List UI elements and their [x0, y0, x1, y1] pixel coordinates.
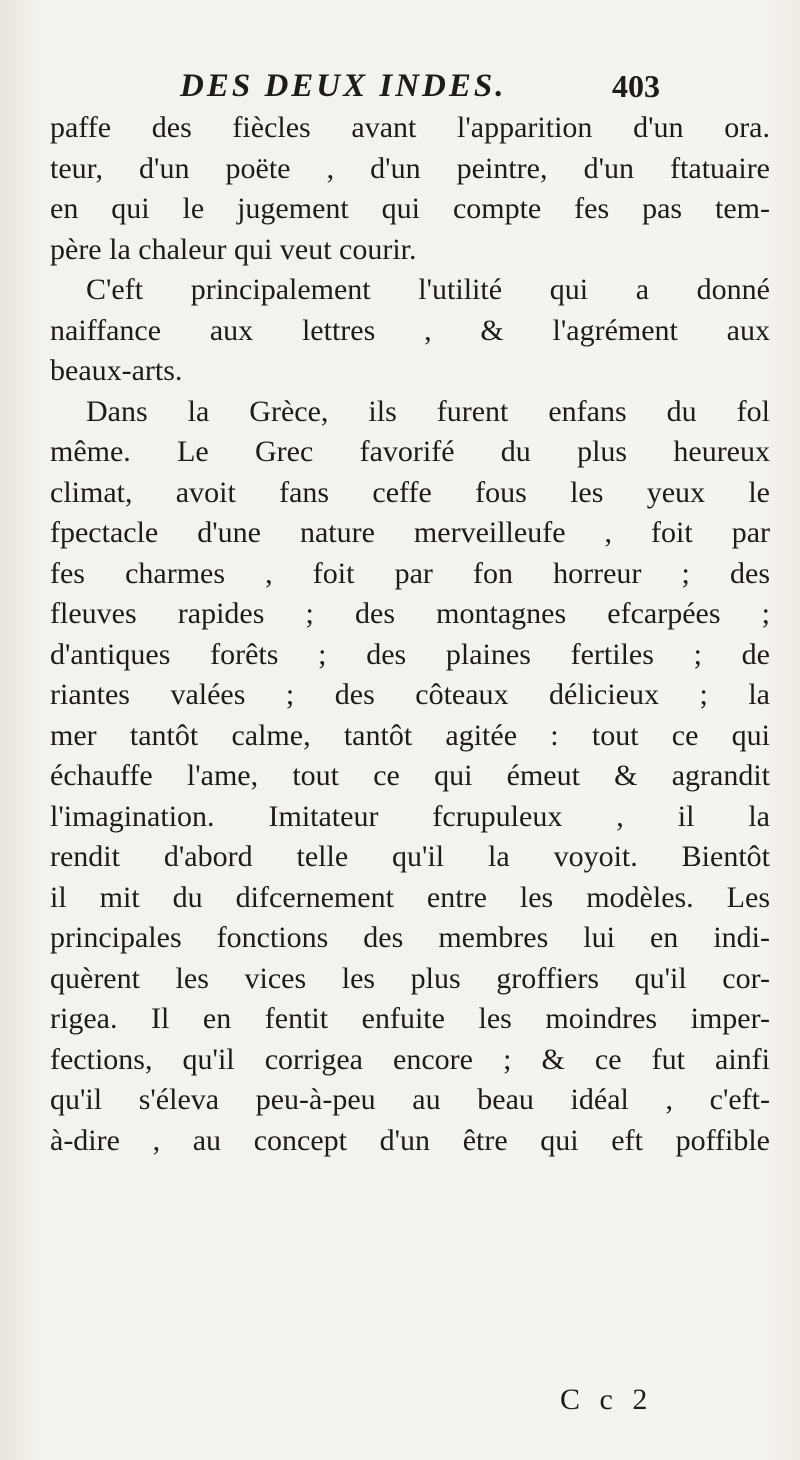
text-line: paffe des fiècles avant l'apparition d'un ora. — [50, 111, 770, 144]
text-line: fections, qu'il corrigea encore ; & ce fut ainfi — [50, 1042, 770, 1076]
paragraph-start-line: C'eft principalement l'utilité qui a donné — [86, 273, 770, 306]
text-line: qu'il s'éleva peu-à-peu au beau idéal , c'eft- — [50, 1083, 770, 1116]
text-line: l'imagination. Imitateur fcrupuleux , il la — [50, 799, 770, 833]
text-line: teur, d'un poëte , d'un peintre, d'un ftatuaire — [50, 151, 770, 185]
text-line: en qui le jugement qui compte fes pas tem- — [50, 192, 770, 225]
text-line: quèrent les vices les plus groffiers qu'il cor- — [50, 961, 770, 995]
text-line: naiffance aux lettres , & l'agrément aux — [50, 313, 770, 347]
page-number: 403 — [612, 68, 660, 104]
paragraph-start-line: Dans la Grèce, ils furent enfans du fol — [86, 394, 770, 428]
text-line: beaux-arts. — [50, 354, 183, 387]
text-line: même. Le Grec favorifé du plus heureux — [50, 435, 770, 468]
text-line: fleuves rapides ; des montagnes efcarpées ; — [50, 597, 770, 630]
text-line: échauffe l'ame, tout ce qui émeut & agrandit — [50, 759, 770, 792]
text-line: rendit d'abord telle qu'il la voyoit. Bientôt — [50, 840, 770, 873]
text-line: fes charmes , foit par fon horreur ; des — [50, 556, 770, 590]
text-line: il mit du difcernement entre les modèles. Les — [50, 880, 770, 914]
text-line: fpectacle d'une nature merveilleufe , foit par — [50, 516, 770, 549]
running-head — [0, 68, 800, 108]
signature-mark — [0, 1383, 800, 1423]
text-line: principales fonctions des membres lui en indi- — [50, 921, 770, 954]
running-head-title: DES DEUX INDES. — [180, 68, 507, 104]
body-text — [50, 108, 770, 1161]
text-line: d'antiques forêts ; des plaines fertiles ; de — [50, 637, 770, 671]
signature-text: C c 2 — [560, 1383, 654, 1416]
text-line: père la chaleur qui veut courir. — [50, 232, 417, 266]
text-line: à-dire , au concept d'un être qui eft poffible — [50, 1123, 770, 1157]
text-line: mer tantôt calme, tantôt agitée : tout ce qui — [50, 718, 770, 752]
text-line: riantes valées ; des côteaux délicieux ; la — [50, 678, 770, 711]
text-line: rigea. Il en fentit enfuite les moindres imper- — [50, 1002, 770, 1035]
text-line: climat, avoit fans ceffe fous les yeux le — [50, 475, 770, 509]
